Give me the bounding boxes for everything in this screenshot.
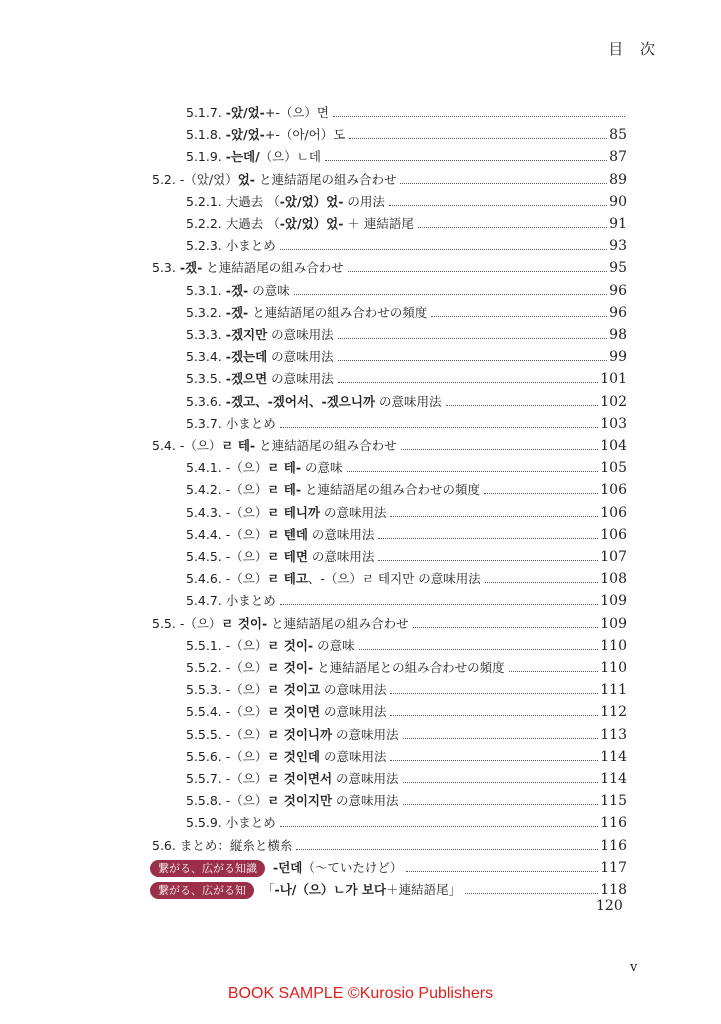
toc-entry-suffix: の意味	[313, 637, 355, 653]
toc-entry-korean: ㄹ 것이-	[221, 615, 268, 631]
dot-leader	[390, 715, 598, 716]
dot-leader	[280, 826, 599, 827]
toc-entry-suffix: の意味用法	[320, 704, 387, 720]
dot-leader	[347, 471, 599, 472]
toc-entry-prefix: 5.5.3. -（으）	[186, 682, 268, 698]
toc-entry-prefix: 5.4.4. -（으）	[186, 526, 268, 542]
toc-entry-label	[186, 658, 505, 678]
toc-page-number: 110	[600, 660, 627, 676]
toc-page-number: 87	[609, 149, 627, 166]
dot-leader	[296, 849, 598, 850]
toc-entry-korean: -겠지만	[225, 327, 268, 342]
toc-entry	[0, 813, 627, 833]
toc-entry-suffix: の意味用法	[267, 371, 334, 387]
toc-entry	[0, 325, 627, 345]
toc-entry-label	[186, 503, 386, 523]
toc-entry-prefix: 5.5.1. -（으）	[186, 637, 268, 653]
dot-leader	[325, 160, 607, 161]
dot-leader	[413, 627, 599, 628]
toc-entry-korean: ㄹ 테니까	[267, 504, 320, 520]
toc-entry	[0, 547, 627, 567]
knowledge-badge: 繋がる、広がる知	[150, 882, 254, 899]
toc-page-number: 104	[600, 438, 627, 454]
dot-leader	[406, 871, 598, 872]
dot-leader	[333, 116, 625, 117]
toc-entry-label	[186, 192, 385, 212]
toc-entry-suffix: の意味用法	[332, 793, 399, 809]
toc-entry	[0, 791, 627, 811]
toc-page-number: 109	[600, 593, 627, 610]
toc-entry-suffix: と連結語尾の組み合わせ	[254, 171, 397, 187]
toc-entry	[0, 147, 627, 167]
toc-entry-suffix: ＋連結語尾」	[386, 882, 462, 897]
toc-entry-korean: -았/었-	[225, 105, 265, 120]
toc-entry-prefix: 5.6. まとめ：縦糸と横糸	[152, 837, 293, 853]
toc-page-number: 93	[609, 238, 627, 255]
toc-entry-label	[186, 813, 276, 833]
toc-entry-korean: ㄹ 것이면서	[267, 771, 333, 786]
toc-entry-label	[186, 414, 276, 434]
dot-leader	[431, 316, 607, 317]
toc-entry	[0, 458, 627, 478]
toc-page-number: 95	[609, 260, 627, 277]
toc-entry	[0, 680, 627, 700]
toc-entry-suffix: ＋ 連結語尾	[343, 216, 414, 231]
toc-entry	[0, 192, 627, 212]
toc-page-number: 99	[609, 349, 627, 366]
toc-entry-korean: ㄹ 테면	[267, 549, 308, 564]
toc-entry	[0, 369, 627, 389]
toc-entry-label	[152, 170, 396, 190]
toc-entry-suffix: の用法	[343, 193, 385, 209]
toc-entry-korean: ㄹ 것이면	[267, 704, 320, 720]
toc-entry-suffix: （으）ㄴ데	[259, 149, 321, 165]
toc-entry-prefix: 5.5.6. -（으）	[186, 748, 268, 764]
toc-entry-prefix: 5.2.3. 小まとめ	[186, 238, 276, 254]
toc-entry-korean: -나/（으）ㄴ가 보다	[274, 882, 387, 897]
dot-leader	[378, 538, 598, 539]
toc-entry-korean: -았/었）었-	[279, 193, 344, 209]
toc-page-number: 106	[600, 482, 627, 499]
toc-entry	[0, 636, 627, 656]
toc-entry	[0, 258, 627, 278]
toc-entry-korean: -겠고、-겠어서、-겠으니까	[225, 393, 376, 409]
toc-entry-label	[186, 547, 374, 567]
toc-entry-label	[186, 214, 414, 234]
dot-leader	[390, 516, 598, 517]
toc-entry-prefix: 5.3.	[152, 260, 180, 276]
toc-entry	[0, 303, 627, 323]
toc-entry-korean: ㄹ 테-	[221, 438, 256, 453]
toc-entry-prefix: 5.3.6.	[186, 393, 226, 409]
toc-entry-prefix: 5.1.9.	[186, 149, 226, 165]
toc-entry-prefix: 5.5.7. -（으）	[186, 771, 268, 786]
toc-entry-suffix: と連結語尾の組み合わせ	[255, 438, 397, 453]
dot-leader	[446, 405, 599, 406]
toc-entry	[0, 614, 627, 634]
toc-page-number: 120	[596, 898, 623, 914]
toc-entry-korean: ㄹ 텐데	[267, 526, 308, 542]
toc-entry	[0, 392, 627, 412]
toc-entry-prefix: 5.4.7. 小まとめ	[186, 593, 276, 609]
toc-entry-prefix: 「	[262, 882, 275, 897]
toc-entry-suffix: の意味用法	[332, 726, 399, 742]
toc-entry-label	[186, 636, 355, 656]
toc-entry-prefix: 5.1.7.	[186, 105, 226, 120]
toc-entry-suffix: +-（으）면	[264, 105, 329, 120]
toc-page-number: 101	[600, 371, 627, 388]
toc-page-number: 111	[600, 682, 627, 699]
book-sample-notice: BOOK SAMPLE ©Kurosio Publishers	[227, 985, 494, 1002]
toc-page-number: 89	[609, 171, 627, 188]
toc-page-number: 103	[600, 415, 627, 432]
toc-entry-label	[186, 103, 329, 123]
toc-page-number: 108	[600, 571, 627, 588]
dot-leader	[509, 671, 599, 672]
dot-leader	[280, 249, 607, 250]
toc-page-number: 90	[609, 193, 627, 210]
toc-entry-suffix: と連結語尾の組み合わせの頻度	[301, 482, 481, 498]
toc-entry-korean: ㄹ 테-	[267, 460, 302, 476]
toc-entry-suffix: の意味用法	[320, 682, 387, 698]
toc-entry-korean: -았/었）었-	[279, 216, 344, 231]
toc-entry-prefix: 5.3.5.	[186, 371, 226, 387]
toc-entry	[0, 503, 627, 523]
toc-page-number: 98	[609, 327, 627, 343]
toc-entry	[0, 658, 627, 678]
toc-entry-suffix: の意味用法	[375, 393, 442, 409]
dot-leader	[338, 360, 608, 361]
toc-entry-suffix: と連結語尾の組み合わせの頻度	[248, 304, 428, 320]
dot-leader	[465, 893, 598, 894]
toc-entry-label	[186, 680, 386, 700]
toc-entry	[0, 725, 627, 745]
toc-page-number: 96	[609, 282, 627, 299]
toc-entry	[0, 525, 627, 545]
toc-entry-label	[186, 747, 386, 767]
dot-leader	[403, 738, 599, 739]
knowledge-badge: 繋がる、広がる知識	[150, 860, 265, 877]
toc-entry-suffix: の意味用法	[267, 349, 334, 365]
toc-entry-label	[186, 281, 290, 301]
toc-entry-label	[186, 702, 386, 722]
toc-entry-korean: ㄹ 테고	[267, 571, 308, 587]
toc-entry-korean: -았/었-	[225, 127, 265, 143]
toc-entry-suffix: +-（아/어）도	[264, 127, 346, 143]
toc-entry-korean: -겠-	[225, 282, 249, 298]
toc-entry-prefix: 5.5. -（으）	[152, 615, 222, 631]
toc-entry-label	[186, 769, 399, 789]
toc-entry	[0, 281, 627, 301]
toc-entry	[0, 236, 627, 256]
toc-entry-label	[186, 591, 276, 611]
toc-entry-label	[186, 303, 427, 323]
toc-entry	[0, 569, 627, 589]
toc-page-number: 85	[609, 127, 627, 144]
toc-entry-label	[186, 147, 321, 167]
dot-leader	[348, 271, 607, 272]
toc-page-number: 91	[609, 216, 627, 232]
toc-page-number: 106	[600, 526, 627, 543]
toc-entry	[0, 125, 627, 145]
dot-leader	[389, 205, 607, 206]
toc-entry-korean: ㄹ 것인데	[267, 748, 320, 764]
toc-entry-prefix: 5.3.4.	[186, 349, 226, 365]
toc-entry-label	[152, 614, 409, 634]
toc-entry-special	[0, 880, 627, 900]
toc-entry	[0, 347, 627, 367]
toc-entry	[0, 836, 627, 856]
toc-page-number: 117	[600, 859, 627, 876]
toc-entry-suffix: と連結語尾との組み合わせの頻度	[313, 660, 505, 675]
toc-entry-korean: ㄹ 것이지만	[267, 793, 333, 809]
toc-entry-suffix: 、-（으）ㄹ 테지만 の意味用法	[307, 571, 481, 587]
toc-entry-label	[186, 347, 334, 367]
toc-entry-label	[152, 436, 397, 456]
dot-leader	[390, 693, 598, 694]
toc-entry-prefix: 5.4. -（으）	[152, 438, 222, 453]
toc-page-number: 112	[600, 704, 627, 721]
toc-entry-label	[186, 236, 276, 256]
toc-page-number: 118	[600, 882, 627, 898]
toc-entry-label	[186, 725, 399, 745]
toc-entry-korean: -던데	[273, 859, 303, 875]
toc-entry-prefix: 5.5.4. -（으）	[186, 704, 268, 720]
dot-leader	[378, 560, 598, 561]
toc-entry-prefix: 5.5.9. 小まとめ	[186, 815, 276, 831]
toc-entry-prefix: 5.2.2. 大過去 （	[186, 216, 280, 231]
toc-entry-prefix: 5.4.2. -（으）	[186, 482, 268, 498]
toc-entry	[0, 702, 627, 722]
toc-entry-suffix: の意味用法	[267, 327, 334, 342]
toc-entry-suffix: と連結語尾の組み合わせ	[267, 615, 409, 631]
dot-leader	[418, 227, 607, 228]
dot-leader	[401, 449, 599, 450]
toc-entry-suffix: の意味用法	[332, 771, 399, 786]
toc-page-number: 102	[600, 393, 627, 410]
dot-leader	[390, 760, 598, 761]
toc-entry-prefix: 5.3.7. 小まとめ	[186, 415, 276, 431]
toc-entry-korean: -겠-	[225, 304, 249, 320]
toc-entry-label	[186, 569, 481, 589]
toc-entry-label	[186, 325, 334, 345]
dot-leader	[280, 427, 599, 428]
toc-entry-prefix: 5.1.8.	[186, 127, 226, 143]
toc-entry-prefix: 5.5.8. -（으）	[186, 793, 268, 809]
toc-entry-prefix: 5.2. -（았/었）	[152, 171, 238, 187]
toc-entry-prefix: 5.3.3.	[186, 327, 226, 342]
toc-entry-korean: ㄹ 것이고	[267, 682, 320, 698]
toc-entry-prefix: 5.4.1. -（으）	[186, 460, 268, 476]
toc-entry-prefix: 5.3.2.	[186, 304, 226, 320]
toc-entry-korean: ㄹ 것이-	[267, 637, 314, 653]
dot-leader	[338, 338, 608, 339]
dot-leader	[359, 649, 599, 650]
toc-entry-suffix: と連結語尾の組み合わせ	[202, 260, 344, 276]
dot-leader	[485, 582, 599, 583]
toc-entry	[0, 436, 627, 456]
toc-entry	[0, 170, 627, 190]
toc-entry-label	[262, 880, 461, 900]
toc-page-number: 105	[600, 460, 627, 477]
toc-entry-korean: -겠으면	[225, 371, 268, 387]
toc-entry-korean: -는데/	[225, 149, 260, 165]
toc-entry-korean: -겠-	[179, 260, 203, 276]
toc-entry	[0, 747, 627, 767]
toc-entry-korean: ㄹ 테-	[267, 482, 302, 498]
toc-page-number: 106	[600, 504, 627, 521]
dot-leader	[280, 604, 599, 605]
toc-entry-prefix: 5.5.2. -（으）	[186, 660, 268, 675]
toc-entry-label	[186, 369, 334, 389]
toc-entry-korean: -겠는데	[225, 349, 268, 365]
toc-page-number: 96	[609, 304, 627, 321]
toc-entry-suffix: の意味用法	[307, 549, 375, 564]
toc-entry-suffix: の意味	[248, 282, 290, 298]
toc-entry-prefix: 5.4.5. -（으）	[186, 549, 268, 564]
toc-page-number: 109	[600, 615, 627, 632]
toc-page-number: 115	[600, 793, 627, 810]
dot-leader	[338, 382, 599, 383]
toc-entry-suffix: の意味	[301, 460, 343, 476]
dot-leader	[349, 138, 607, 139]
toc-entry-label	[186, 791, 399, 811]
toc-entry-prefix: 5.5.5. -（으）	[186, 726, 268, 742]
toc-entry-label	[186, 125, 345, 145]
toc-entry-label	[186, 480, 480, 500]
dot-leader	[400, 183, 607, 184]
toc-entry-korean: ㄹ 것이-	[267, 660, 314, 675]
toc-page-number: 113	[600, 726, 627, 743]
toc-entry-label	[152, 836, 292, 856]
toc-page-number: 114	[600, 771, 627, 787]
dot-leader	[403, 804, 599, 805]
toc-entry-label	[152, 258, 344, 278]
toc-entry-special	[0, 858, 627, 878]
toc-entry	[0, 103, 627, 123]
toc-entry-label	[186, 525, 374, 545]
toc-page-number: 114	[600, 748, 627, 765]
toc-entry-suffix: の意味用法	[320, 748, 387, 764]
dot-leader	[484, 493, 598, 494]
toc-entry-prefix: 5.3.1.	[186, 282, 226, 298]
toc-page-number: 107	[600, 549, 627, 565]
toc-entry-prefix: 5.4.3. -（으）	[186, 504, 268, 520]
toc-entry-label	[186, 458, 343, 478]
dot-leader	[403, 782, 599, 783]
toc-entry	[0, 480, 627, 500]
toc-page-number: 110	[600, 637, 627, 654]
dot-leader	[294, 294, 607, 295]
toc-entry-prefix: 5.2.1. 大過去 （	[186, 193, 280, 209]
page-title: 目 次	[608, 40, 661, 58]
toc-page-number: 116	[600, 815, 627, 832]
toc-entry-suffix: の意味用法	[307, 526, 375, 542]
toc-entry-label	[186, 392, 442, 412]
toc-entry	[0, 769, 627, 789]
toc-entry-label	[273, 858, 402, 878]
toc-entry-korean: ㄹ 것이니까	[267, 726, 333, 742]
toc-entry-korean: 었-	[237, 171, 255, 187]
toc-entry-suffix: （～ていたけど）	[302, 859, 403, 875]
toc-entry	[0, 214, 627, 234]
toc-entry	[0, 591, 627, 611]
folio: v	[630, 960, 638, 975]
toc-entry-prefix: 5.4.6. -（으）	[186, 571, 268, 587]
toc-entry	[0, 414, 627, 434]
toc-page-number: 116	[600, 837, 627, 854]
toc-entry-suffix: の意味用法	[320, 504, 387, 520]
